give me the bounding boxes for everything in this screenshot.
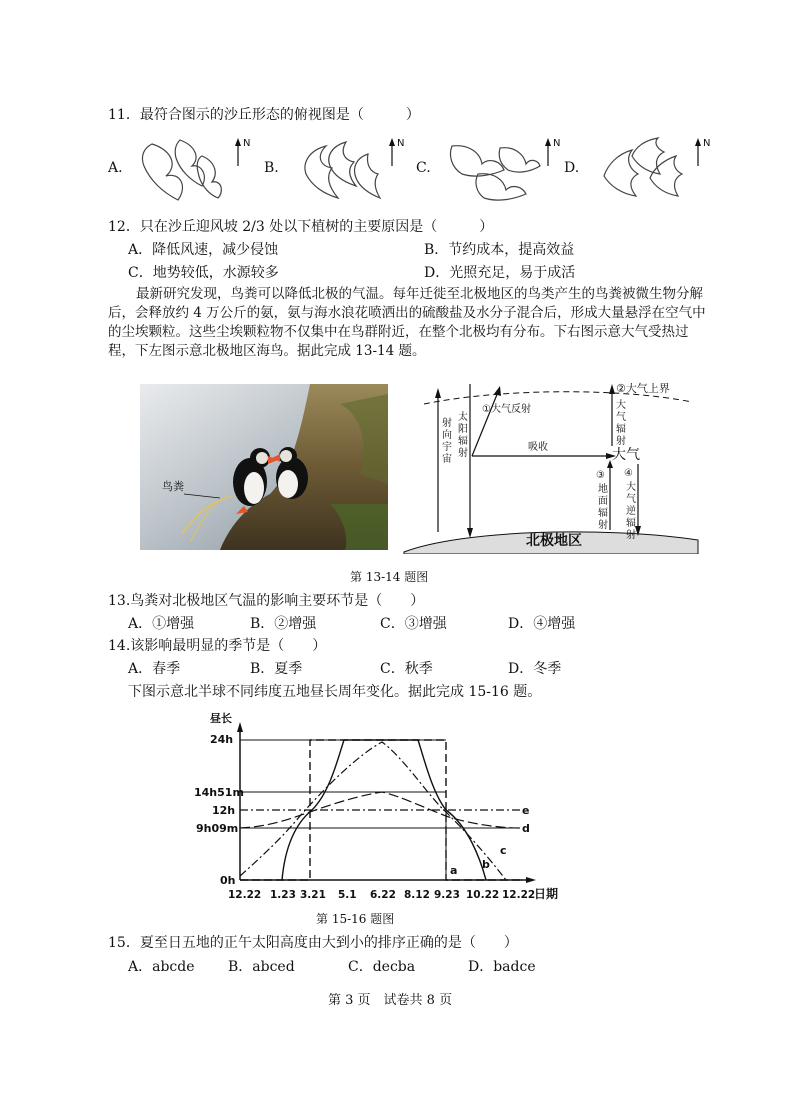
q12-option-b: B．节约成本，提高效益 [424,242,575,258]
q13-option-c: C．③增强 [380,616,447,632]
q11-option-b-label: B. [264,160,279,176]
guano-label: 鸟粪 [162,480,184,493]
atm-rad-char: 气 [616,412,626,423]
dune-diagram-a [132,136,262,206]
puffin-photo [140,384,388,550]
solar-char: 辐 [458,436,468,447]
series-label-a: a [450,864,458,877]
q12-option-c: C．地势较低，水源较多 [128,265,279,281]
space-char: 射 [442,418,452,429]
y-tick-9h09m: 9h09m [196,822,239,835]
series-c [240,742,506,880]
atmosphere-heating-diagram [402,380,700,554]
fig-15-16-caption: 第 15-16 题图 [316,912,395,926]
y-tick-14h51m: 14h51m [194,786,244,799]
atm-rad-char: 辐 [616,424,626,435]
series-label-b: b [482,858,490,871]
q13-option-b: B．②增强 [250,616,317,632]
q14-option-a: A．春季 [128,661,181,677]
toa-label: ②大气上界 [616,382,670,395]
passage-13-14: 最新研究发现，鸟粪可以降低北极的气温。每年迁徙至北极地区的鸟类产生的鸟粪被微生物分解后，会释放约 4 万公斤的氨，氨与海水浪花喷洒出的硫酸盐及水分子混合后，形成大量悬浮在空气中的尘埃颗粒。这些尘埃颗粒物不仅集中在鸟群附近，在整个北极均有分布。下右图示意大气受热过程，下左图示意北极地区海鸟。据此完成 13-14 题。 [108,286,706,359]
q14-option-c: C．秋季 [380,661,433,677]
x-axis-title: 日期 [534,887,559,901]
passage-15-16: 下图示意北半球不同纬度五地昼长周年变化。据此完成 15-16 题。 [128,684,542,700]
dune-diagram-d [588,136,718,206]
q13-option-d: D．④增强 [508,616,576,632]
q14-option-b: B．夏季 [250,661,303,677]
atm-rad-char: 射 [616,436,626,447]
counter-rad-char: 大 [626,482,636,493]
space-char: 宙 [442,454,452,465]
counter-rad-char: 辐 [626,518,636,529]
x-tick: 5.1 [338,889,357,901]
q13-stem: 13.鸟粪对北极地区气温的影响主要环节是（ ） [108,593,425,609]
x-tick: 12.22 [228,889,262,901]
arctic-region-label: 北极地区 [526,533,582,549]
ground-rad-char: 地 [598,484,608,495]
q14-option-d: D．冬季 [508,661,562,677]
absorb-label: 吸收 [528,442,548,453]
q11-option-d-label: D. [564,160,580,176]
atm-rad-char: 大 [616,400,626,411]
y-axis-title: 昼长 [210,712,232,725]
x-tick: 8.12 [404,889,430,901]
q15-option-d: D．badce [468,959,536,975]
x-tick: 3.21 [300,889,326,901]
north-label: N [243,138,251,149]
q15-option-b: B．abced [228,959,295,975]
north-label: N [397,138,405,149]
north-label: N [703,138,711,149]
north-label: N [553,138,561,149]
q12-stem: 12．只在沙丘迎风坡 2/3 处以下植树的主要原因是（ ） [108,219,494,235]
dune-diagram-b [286,136,416,206]
y-tick-24h: 24h [210,733,234,746]
counter-rad-char: 射 [626,530,636,541]
q15-stem: 15．夏至日五地的正午太阳高度由大到小的排序正确的是（ ） [108,935,518,951]
q11-option-c-label: C. [416,160,431,176]
q15-option-a: A．abcde [128,959,195,975]
solar-char: 太 [458,412,468,423]
page-footer: 第 3 页 试卷共 8 页 [328,993,453,1008]
counter-rad-char: 气 [626,494,636,505]
x-tick: 6.22 [370,889,396,901]
solar-char: 阳 [458,424,468,435]
counter-rad-char: 逆 [626,506,636,517]
dune-diagram-c [438,136,568,206]
ground-rad-char: ③ [596,470,605,481]
solar-char: 射 [458,448,468,459]
x-tick: 9.23 [434,889,460,901]
space-char: 向 [442,430,452,441]
q11-options [108,136,711,206]
x-tick: 10.22 [466,889,500,901]
ground-rad-char: 辐 [598,508,608,519]
counter-rad-char: ④ [624,468,633,479]
q15-option-c: C．decba [348,959,416,975]
ground-rad-char: 面 [598,496,608,507]
x-tick: 12.22 [502,889,536,901]
q11-stem: 11．最符合图示的沙丘形态的俯视图是（ ） [108,107,420,123]
fig-13-14-caption: 第 13-14 题图 [350,570,429,584]
day-length-chart [190,708,570,908]
series-label-d: d [522,822,530,835]
q12-option-d: D．光照充足，易于成活 [424,265,576,281]
q11-option-a-label: A. [108,160,123,176]
atm-reflect-label: ①大气反射 [482,404,531,415]
space-char: 宇 [442,442,452,453]
atmosphere-label: 大气 [612,447,640,463]
q14-stem: 14.该影响最明显的季节是（ ） [108,638,327,654]
series-label-e: e [522,804,530,817]
x-tick: 1.23 [270,889,296,901]
q12-option-a: A．降低风速，减少侵蚀 [128,242,279,258]
y-tick-0h: 0h [220,874,236,887]
q13-option-a: A．①增强 [128,616,195,632]
ground-rad-char: 射 [598,520,608,531]
y-tick-12h: 12h [212,804,236,817]
series-label-c: c [500,844,507,857]
